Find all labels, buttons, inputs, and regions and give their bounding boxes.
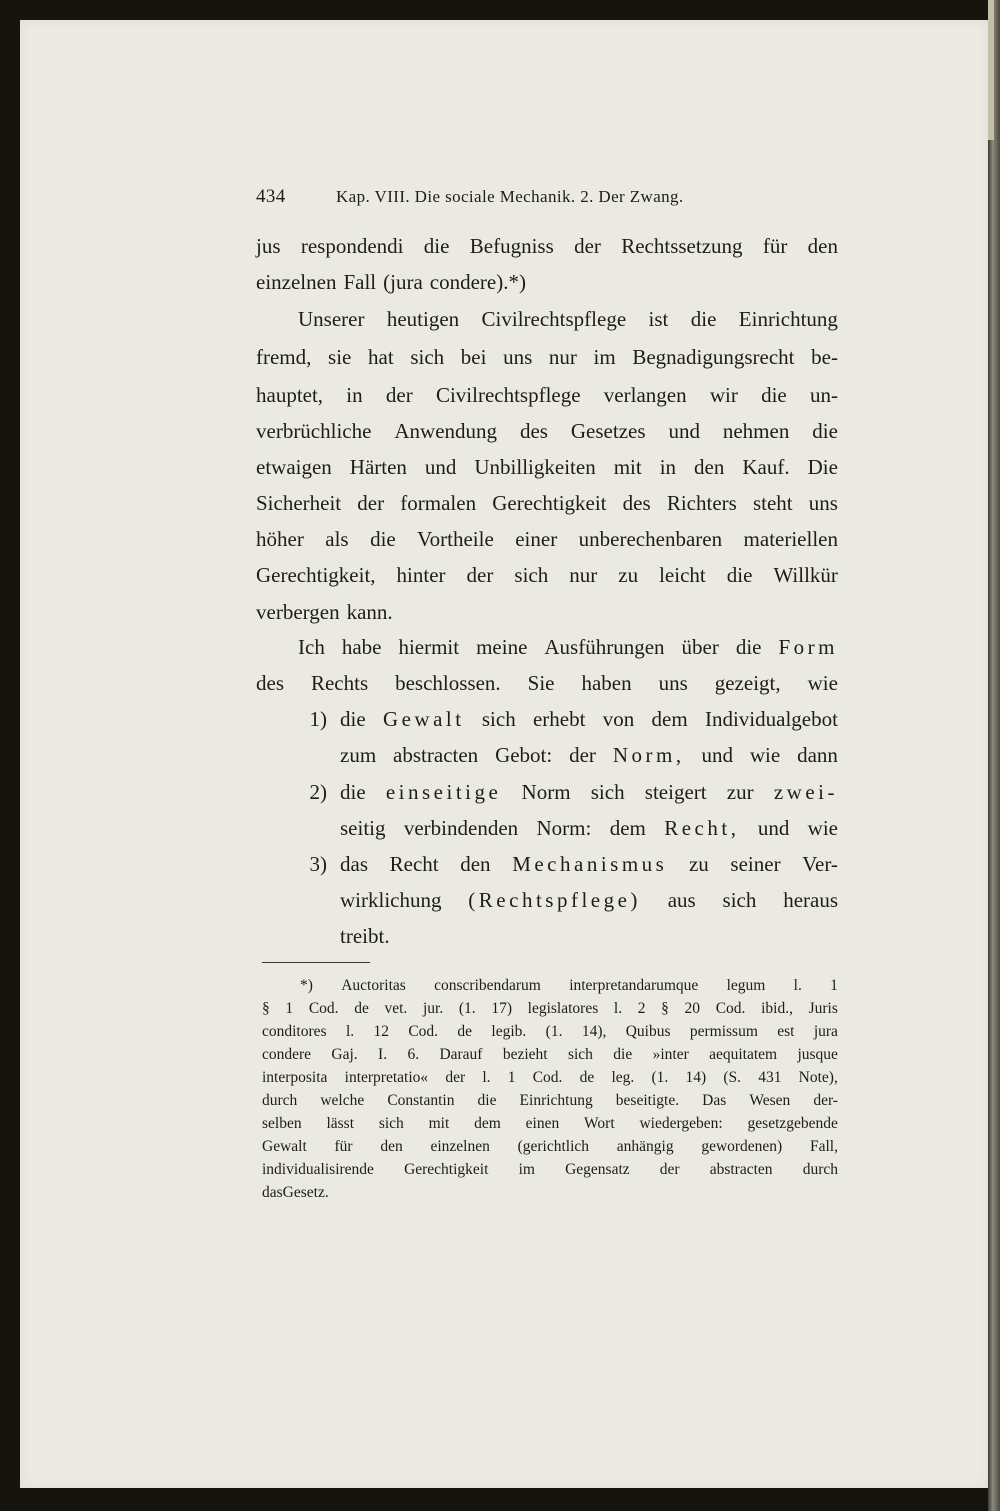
word: Gegensatz: [565, 1161, 630, 1178]
word: der: [659, 1161, 680, 1178]
word: für: [334, 1138, 353, 1155]
word: Wort: [584, 1115, 615, 1132]
word: dann: [797, 743, 838, 767]
word: gewordenen): [701, 1138, 783, 1155]
word: interposita: [262, 1069, 328, 1086]
word: Willkür: [773, 563, 838, 587]
list-line: [340, 846, 838, 883]
word: aus: [667, 888, 696, 912]
word: wie: [749, 743, 781, 767]
word: be-: [811, 345, 838, 369]
word: sich: [590, 780, 625, 804]
word: fremd,: [256, 345, 312, 369]
word: mit: [613, 455, 642, 479]
word: das: [340, 852, 368, 876]
word: habe: [341, 635, 382, 659]
word: Einrichtung: [519, 1092, 593, 1109]
word: im: [593, 345, 616, 369]
word: die: [370, 527, 396, 551]
word: Kauf.: [742, 455, 790, 479]
word: de: [457, 1023, 473, 1040]
word: sich: [481, 707, 516, 731]
word: Civilrechtspflege: [435, 383, 581, 407]
word: von: [602, 707, 635, 731]
word: est: [777, 1023, 795, 1040]
word: der: [445, 1069, 466, 1086]
word: und: [668, 419, 700, 443]
word: Vortheile: [417, 527, 494, 551]
word: erhebt: [532, 707, 586, 731]
word: Norm,: [612, 743, 685, 767]
word: ibid.,: [761, 1000, 793, 1017]
word: verbindenden: [403, 816, 519, 840]
word: wie: [807, 671, 838, 695]
word: über: [681, 635, 719, 659]
word: jura: [813, 1023, 838, 1040]
word: Einrichtung: [738, 307, 838, 331]
word: aequitatem: [709, 1046, 778, 1063]
word: abstracten: [709, 1161, 773, 1178]
body-line: [256, 264, 838, 301]
word: sich: [514, 563, 549, 587]
word: der: [569, 743, 596, 767]
list-line: [340, 918, 838, 955]
word: Constantin: [387, 1092, 455, 1109]
word: interpretatio«: [344, 1069, 429, 1086]
word: Juris: [808, 1000, 838, 1017]
word: die: [340, 780, 366, 804]
word: Rechts: [310, 671, 369, 695]
word: un-: [809, 383, 838, 407]
word: permissum: [689, 1023, 758, 1040]
word: uns: [503, 345, 533, 369]
word: zu: [688, 852, 709, 876]
word: jus: [256, 234, 281, 258]
list-line: [340, 737, 838, 774]
word: wie: [807, 816, 838, 840]
word: nur: [548, 345, 577, 369]
word: des: [622, 491, 651, 515]
footnote-line: [262, 1113, 838, 1135]
word: l.: [345, 1023, 355, 1040]
word: de: [579, 1069, 595, 1086]
word: einzelnen: [430, 1138, 490, 1155]
word: l.: [793, 977, 802, 994]
word: 1: [507, 1069, 516, 1086]
footnote-line: [262, 1044, 838, 1066]
word: verbrüchliche: [256, 419, 372, 443]
word: Darauf: [439, 1046, 483, 1063]
word: uns: [808, 491, 838, 515]
word: mit: [428, 1115, 450, 1132]
body-line: [256, 557, 838, 594]
word: legum: [726, 977, 766, 994]
word: einen: [525, 1115, 560, 1132]
word: condere: [262, 1046, 312, 1063]
word: §: [661, 1000, 669, 1017]
word: Cod.: [308, 1000, 339, 1017]
word: 1: [830, 977, 838, 994]
word: des: [256, 671, 284, 695]
word: höher: [256, 527, 304, 551]
word: für: [762, 234, 788, 258]
word: Ausführungen: [544, 635, 665, 659]
word: abstracten: [393, 743, 479, 767]
word: 14): [685, 1069, 707, 1086]
word: beschlossen.: [395, 671, 501, 695]
word: zum: [340, 743, 377, 767]
word: Gerechtigkeit,: [256, 563, 376, 587]
word: legislatores: [527, 1000, 599, 1017]
word: Die: [807, 455, 838, 479]
footnote-line: [262, 1182, 838, 1204]
word: Note),: [798, 1069, 838, 1086]
word: (gerichtlich: [517, 1138, 590, 1155]
word: conscribendarum: [434, 977, 541, 994]
word: der-: [813, 1092, 838, 1109]
word: materiellen: [743, 527, 838, 551]
word: unberechenbaren: [578, 527, 723, 551]
word: sich: [722, 888, 757, 912]
word: Unserer: [298, 307, 365, 331]
word: *): [300, 977, 313, 994]
word: Mechanismus: [512, 852, 668, 876]
word: Härten: [349, 455, 407, 479]
word: einzelnen: [256, 270, 337, 294]
word: (1.: [458, 1000, 476, 1017]
word: Anwendung: [394, 419, 498, 443]
word: in: [346, 383, 363, 407]
word: legib.: [491, 1023, 527, 1040]
word: den: [807, 234, 838, 258]
body-line: [256, 228, 838, 265]
word: §: [262, 1000, 270, 1017]
word: gesetzgebende: [747, 1115, 838, 1132]
word: und: [757, 816, 790, 840]
word: Gesetzes: [570, 419, 646, 443]
word: die: [477, 1092, 497, 1109]
footnote-line: [262, 1136, 838, 1158]
list-line: [340, 774, 838, 811]
word: Cod.: [715, 1000, 746, 1017]
word: einseitige: [385, 780, 502, 804]
footnote-line: [300, 975, 838, 997]
word: 2: [637, 1000, 646, 1017]
body-line: [298, 301, 838, 338]
word: sich: [378, 1115, 404, 1132]
word: durch: [262, 1092, 298, 1109]
body-line: [256, 449, 838, 486]
word: hauptet,: [256, 383, 324, 407]
word: Sicherheit: [256, 491, 342, 515]
word: wiedergeben:: [639, 1115, 723, 1132]
word: anhängig: [616, 1138, 674, 1155]
word: Fall: [343, 270, 377, 294]
word: das: [262, 1184, 283, 1201]
word: der: [466, 563, 494, 587]
word: seiner: [730, 852, 781, 876]
word: bei: [460, 345, 487, 369]
word: Begnadigungsrecht: [632, 345, 795, 369]
word: Gaj.: [331, 1046, 358, 1063]
body-line: [256, 377, 838, 414]
word: Rechtssetzung: [621, 234, 743, 258]
word: Gesetz.: [282, 1184, 329, 1201]
word: hat: [368, 345, 394, 369]
word: treibt.: [340, 924, 390, 948]
word: zwei-: [773, 780, 838, 804]
word: und: [701, 743, 733, 767]
word: als: [325, 527, 349, 551]
word: 17): [491, 1000, 512, 1017]
word: Gerechtigkeit: [404, 1161, 489, 1178]
word: individualisirende: [262, 1161, 374, 1178]
footnote-line: [262, 1067, 838, 1089]
word: 14),: [581, 1023, 607, 1040]
word: Norm: [521, 780, 571, 804]
word: haben: [581, 671, 632, 695]
word: 431: [758, 1069, 782, 1086]
word: respondendi: [300, 234, 404, 258]
word: wirklichung: [340, 888, 442, 912]
word: Befugniss: [469, 234, 554, 258]
word: des: [519, 419, 548, 443]
word: der: [357, 491, 385, 515]
body-line: [256, 339, 838, 376]
word: steht: [752, 491, 793, 515]
word: die: [613, 1046, 633, 1063]
word: die: [690, 307, 717, 331]
word: uns: [658, 671, 688, 695]
word: (Rechtspflege): [468, 888, 641, 912]
word: den: [694, 455, 725, 479]
word: beseitigte.: [615, 1092, 680, 1109]
word: Richters: [666, 491, 737, 515]
word: conditores: [262, 1023, 327, 1040]
word: Form: [778, 635, 838, 659]
word: bezieht: [502, 1046, 548, 1063]
list-number: 3): [309, 852, 327, 876]
word: sich: [567, 1046, 593, 1063]
word: (jura: [383, 270, 423, 294]
word: formalen: [400, 491, 477, 515]
word: de: [354, 1000, 369, 1017]
word: sich: [410, 345, 445, 369]
word: Das: [702, 1092, 727, 1109]
word: die: [735, 635, 762, 659]
word: (S.: [723, 1069, 742, 1086]
word: den: [380, 1138, 403, 1155]
word: Civilrechtspflege: [481, 307, 627, 331]
word: Ver-: [802, 852, 838, 876]
word: jur.: [422, 1000, 444, 1017]
word: die: [761, 383, 787, 407]
footnote-line: [262, 1159, 838, 1181]
body-line: [256, 485, 838, 522]
list-number: 2): [309, 780, 327, 804]
word: Wesen: [749, 1092, 791, 1109]
word: Sie: [527, 671, 555, 695]
word: den: [460, 852, 491, 876]
word: dem: [609, 816, 646, 840]
word: im: [518, 1161, 535, 1178]
word: condere).*): [429, 270, 526, 294]
running-header: [256, 186, 856, 212]
word: in: [659, 455, 677, 479]
word: die: [726, 563, 753, 587]
word: hinter: [396, 563, 446, 587]
word: selben: [262, 1115, 302, 1132]
word: (1.: [651, 1069, 669, 1086]
word: sie: [328, 345, 352, 369]
word: 6.: [407, 1046, 420, 1063]
word: steigert: [644, 780, 707, 804]
word: (1.: [545, 1023, 563, 1040]
body-line: [256, 594, 838, 631]
word: I.: [378, 1046, 388, 1063]
word: gezeigt,: [714, 671, 781, 695]
footnote-line: [262, 998, 838, 1020]
body-line: [256, 521, 838, 558]
list-line: [340, 810, 838, 847]
word: Fall,: [809, 1138, 838, 1155]
word: Quibus: [625, 1023, 671, 1040]
word: Auctoritas: [341, 977, 406, 994]
word: Gewalt: [382, 707, 465, 731]
word: »inter: [652, 1046, 689, 1063]
word: und: [424, 455, 457, 479]
word: ist: [648, 307, 669, 331]
word: Recht: [389, 852, 439, 876]
word: zur: [726, 780, 754, 804]
word: Gerechtigkeit: [492, 491, 607, 515]
word: durch: [802, 1161, 838, 1178]
word: l.: [482, 1069, 491, 1086]
word: 1: [285, 1000, 294, 1017]
list-line: [340, 701, 838, 738]
word: 20: [684, 1000, 701, 1017]
word: hiermit: [398, 635, 460, 659]
word: Gebot:: [495, 743, 553, 767]
word: die: [812, 419, 838, 443]
page-edge-highlight: [988, 0, 994, 140]
word: nehmen: [722, 419, 790, 443]
word: nur: [569, 563, 598, 587]
word: leicht: [659, 563, 706, 587]
word: Individualgebot: [704, 707, 838, 731]
word: interpretandarumque: [569, 977, 699, 994]
word: Ich: [298, 635, 325, 659]
word: kann.: [346, 600, 393, 624]
word: lässt: [326, 1115, 354, 1132]
word: dem: [474, 1115, 501, 1132]
footnote-line: [262, 1021, 838, 1043]
word: verbergen: [256, 600, 340, 624]
word: Cod.: [532, 1069, 563, 1086]
word: meine: [476, 635, 528, 659]
word: leg.: [611, 1069, 635, 1086]
footnote-line: [262, 1090, 838, 1112]
word: Cod.: [408, 1023, 439, 1040]
word: wir: [709, 383, 738, 407]
list-line: [340, 882, 838, 919]
word: vet.: [384, 1000, 408, 1017]
word: Unbilligkeiten: [474, 455, 596, 479]
word: 12: [373, 1023, 389, 1040]
body-line: [256, 665, 838, 702]
footnote-rule: [262, 962, 370, 963]
word: jusque: [797, 1046, 838, 1063]
word: Norm:: [536, 816, 592, 840]
word: einer: [515, 527, 558, 551]
running-title: Kap. VIII. Die sociale Mechanik. 2. Der Zwang.: [336, 187, 684, 206]
word: heraus: [783, 888, 838, 912]
word: dem: [651, 707, 688, 731]
page-edge-strip: [988, 0, 1000, 1511]
word: welche: [320, 1092, 365, 1109]
word: die: [340, 707, 366, 731]
word: verlangen: [603, 383, 687, 407]
word: der: [385, 383, 413, 407]
body-line: [298, 629, 838, 666]
list-number: 1): [309, 707, 327, 731]
body-line: [256, 413, 838, 450]
word: etwaigen: [256, 455, 332, 479]
word: der: [574, 234, 601, 258]
word: l.: [613, 1000, 623, 1017]
word: zu: [618, 563, 639, 587]
page-number: 434: [256, 186, 286, 207]
word: Recht,: [664, 816, 740, 840]
word: Gewalt: [262, 1138, 307, 1155]
word: seitig: [340, 816, 386, 840]
word: heutigen: [386, 307, 460, 331]
word: die: [423, 234, 450, 258]
